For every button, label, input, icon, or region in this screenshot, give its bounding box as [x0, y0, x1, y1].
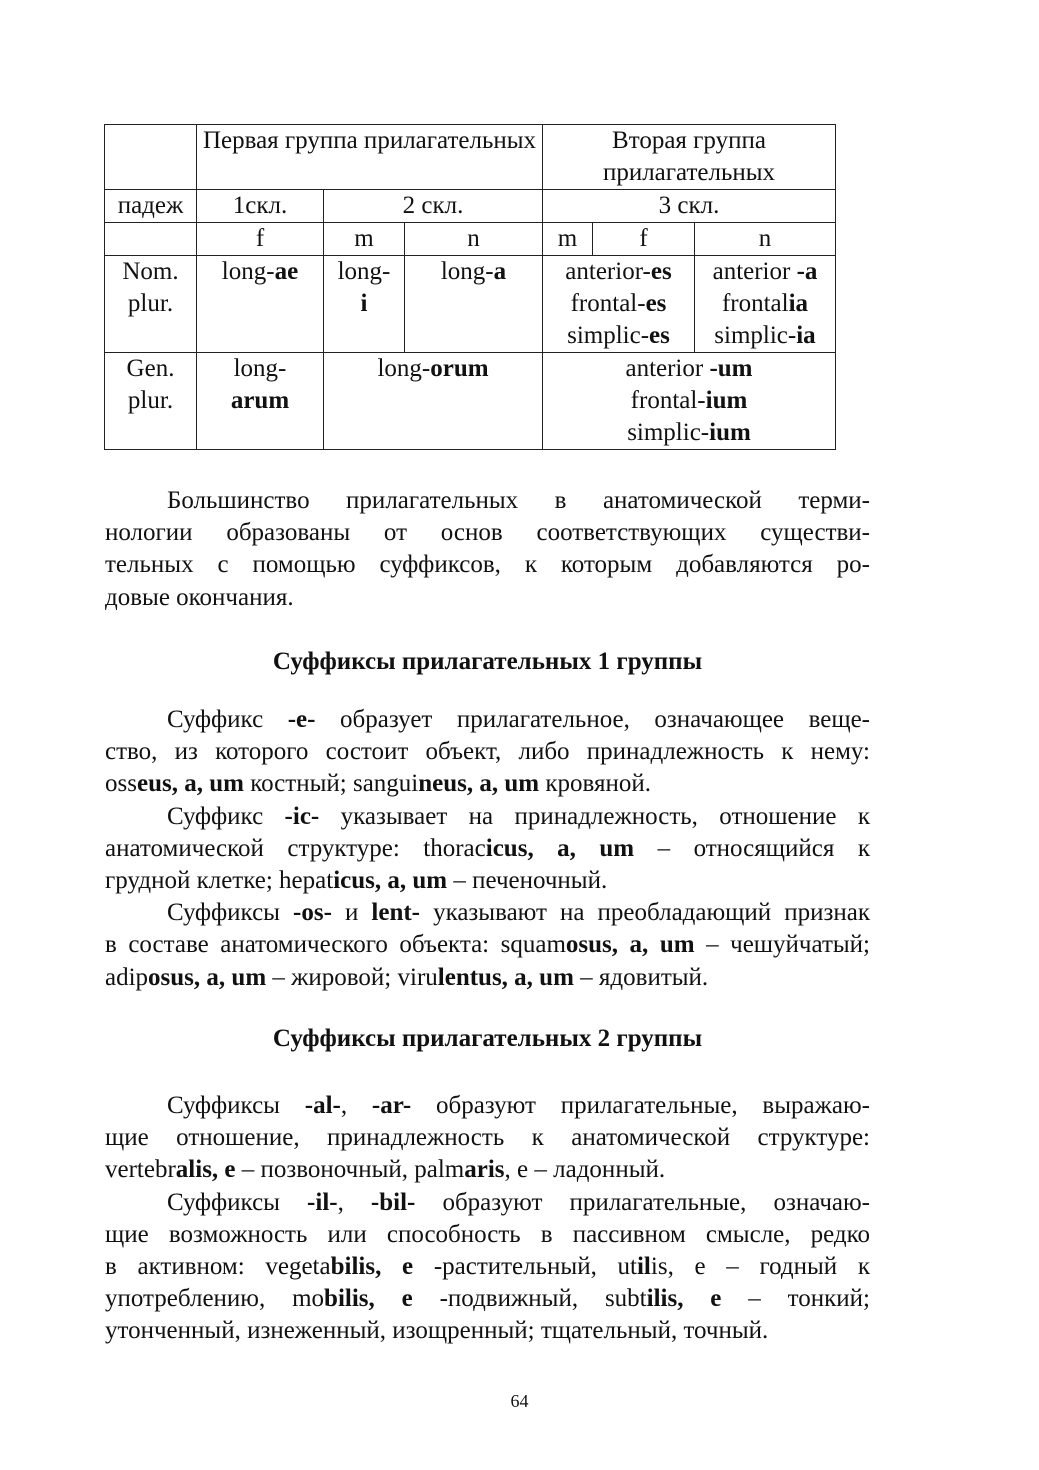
gen-decl1: long- arum: [197, 353, 324, 450]
table-row: [105, 125, 836, 190]
gender-n: n: [405, 223, 543, 256]
table-row: [105, 353, 836, 450]
group1-header: Первая группа прилагательных: [197, 125, 543, 190]
table-row: [105, 190, 836, 223]
intro-paragraph: Большинство прилагательных в анатомической терми- нологии образованы от основ соответствующих существи- тельных с помощью суффиксов, к которым добавляются ро- довые окончания.: [105, 487, 870, 611]
group1-paragraphs: Суффикс -e- образует прилагательное, означающее веще- ство, из которого состоит объект, либо принадлежность к нему: osseus, a, um костный; sanguineus, a, um кровяной. Суффикс -ic- указывает на принадлежность, отношение к анатомической структуре: thoracicus, a, um – относящийся к грудной клетке; hepaticus, a, um – печеночный. Суффиксы -os- и lent- указывают на преобладающий признак в составе анатомического объекта: squamosus, a, um – чешуйчатый; adiposus, a, um – жировой; virulentus, a, um – ядовитый.: [105, 706, 870, 991]
gen-plur-label: Gen. plur.: [105, 353, 197, 450]
nom-plur-label: Nom. plur.: [105, 256, 197, 353]
gen-decl3: anterior -um frontal-ium simplic-ium: [543, 353, 836, 450]
nom-decl2-m: long- i: [324, 256, 405, 353]
gender-f: f: [593, 223, 695, 256]
gender-m: m: [543, 223, 593, 256]
case-label: падеж: [105, 190, 197, 223]
table-row: [105, 256, 836, 353]
nom-decl3-mf: anterior-es frontal-es simplic-es: [543, 256, 695, 353]
decl2-header: 2 скл.: [324, 190, 543, 223]
gender-m: m: [324, 223, 405, 256]
page-number: 64: [510, 1391, 529, 1411]
declension-table: [104, 124, 836, 450]
decl3-header: 3 скл.: [543, 190, 836, 223]
table-cell-empty: [105, 125, 197, 190]
gender-n: n: [695, 223, 836, 256]
group2-paragraphs: Суффиксы -al-, -ar- образуют прилагательные, выражаю- щие отношение, принадлежность к анатомической структуре: vertebralis, e – позвоночный, palmaris, e – ладонный. Суффиксы -il-, -bil- образуют прилагательные, означаю- щие возможность или способность в пассивном смысле, редко в активном: vegetabilis, e -растительный, utilis, e – годный к употреблению, mobilis, e -подвижный, subtilis, e – тонкий; утонченный, изнеженный, изощренный; тщательный, точный.: [105, 1092, 870, 1345]
nom-decl3-n: anterior -a frontalia simplic-ia: [695, 256, 836, 353]
section-heading-2: Суффиксы прилагательных 2 группы: [272, 1025, 703, 1052]
table-row: [105, 223, 836, 256]
gen-decl2: long-orum: [324, 353, 543, 450]
nom-decl1: long-ae: [197, 256, 324, 353]
table-cell-empty: [105, 223, 197, 256]
decl1-header: 1скл.: [197, 190, 324, 223]
section-heading-1: Суффиксы прилагательных 1 группы: [272, 648, 703, 675]
gender-f: f: [197, 223, 324, 256]
nom-decl2-n: long-a: [405, 256, 543, 353]
group2-header: Вторая группа прилагательных: [543, 125, 836, 190]
